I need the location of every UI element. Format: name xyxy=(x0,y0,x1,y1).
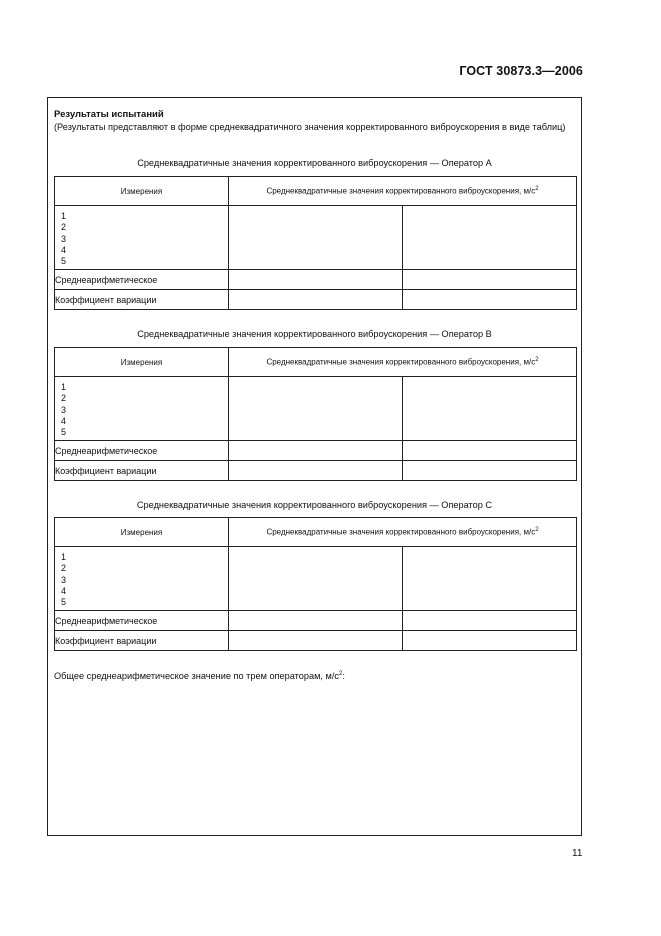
empty-cell xyxy=(229,631,403,651)
variation-label: Коэффициент вариации xyxy=(55,631,229,651)
mean-row xyxy=(55,441,577,461)
variation-row xyxy=(55,631,577,651)
measurement-3: 3 xyxy=(61,233,67,244)
mean-row xyxy=(55,270,577,290)
measurement-3: 3 xyxy=(61,404,67,415)
measurement-3: 3 xyxy=(61,574,67,585)
results-form-frame xyxy=(47,97,582,836)
measurement-1: 1 xyxy=(61,552,67,562)
mean-row xyxy=(55,611,577,631)
results-note: (Результаты представляют в форме среднеквадратичного значения корректированного виброускорения в виде таблиц) xyxy=(54,122,566,132)
mean-label: Среднеарифметическое xyxy=(55,270,229,290)
page-number: 11 xyxy=(572,848,583,859)
empty-cell xyxy=(403,290,577,310)
empty-cell xyxy=(403,631,577,651)
measurement-1: 1 xyxy=(61,382,67,392)
measurement-2: 2 xyxy=(61,563,67,574)
measurement-4: 4 xyxy=(61,415,67,426)
variation-row xyxy=(55,290,577,310)
measurement-1: 1 xyxy=(61,211,67,221)
measurement-5: 5 xyxy=(61,256,67,267)
empty-cell xyxy=(229,206,403,270)
header-measurements: Измерения xyxy=(55,177,229,206)
operator-a-table xyxy=(54,176,577,310)
empty-cell xyxy=(229,547,403,611)
empty-cell xyxy=(229,441,403,461)
empty-cell xyxy=(403,270,577,290)
header-measurements: Измерения xyxy=(55,348,229,377)
variation-label: Коэффициент вариации xyxy=(55,461,229,481)
table-b-caption: Среднеквадратичные значения корректированного виброускорения — Оператор В xyxy=(137,329,492,339)
header-rms-values: Среднеквадратичные значения корректированного виброускорения, $м/с^2$ xyxy=(229,348,577,377)
empty-cell xyxy=(229,270,403,290)
measurement-numbers xyxy=(55,377,229,441)
variation-row xyxy=(55,461,577,481)
empty-cell xyxy=(403,206,577,270)
empty-cell xyxy=(229,461,403,481)
measurement-5: 5 xyxy=(61,597,67,608)
table-a-caption: Среднеквадратичные значения корректированного виброускорения — Оператор А xyxy=(137,158,492,168)
variation-label: Коэффициент вариации xyxy=(55,290,229,310)
empty-cell xyxy=(403,461,577,481)
table-header-row xyxy=(55,348,577,377)
empty-cell xyxy=(229,377,403,441)
empty-cell xyxy=(229,290,403,310)
overall-mean-label: Общее среднеарифметическое значение по трем операторам, $м/с^2$: xyxy=(54,671,345,682)
document-code: ГОСТ 30873.3—2006 xyxy=(459,64,583,78)
table-c-caption: Среднеквадратичные значения корректированного виброускорения — Оператор С xyxy=(136,500,493,510)
results-title: Результаты испытаний xyxy=(54,109,164,120)
measurement-numbers xyxy=(55,206,229,270)
empty-cell xyxy=(403,547,577,611)
empty-cell xyxy=(229,611,403,631)
measurements-row xyxy=(55,377,577,441)
operator-b-table xyxy=(54,347,577,481)
mean-label: Среднеарифметическое xyxy=(55,441,229,461)
header-measurements: Измерения xyxy=(55,518,229,547)
measurement-5: 5 xyxy=(61,427,67,438)
measurements-row xyxy=(55,547,577,611)
measurement-2: 2 xyxy=(61,393,67,404)
operator-c-table xyxy=(54,517,577,651)
empty-cell xyxy=(403,611,577,631)
measurement-4: 4 xyxy=(61,244,67,255)
mean-label: Среднеарифметическое xyxy=(55,611,229,631)
measurement-4: 4 xyxy=(61,585,67,596)
measurements-row xyxy=(55,206,577,270)
header-rms-values: Среднеквадратичные значения корректированного виброускорения, $м/с^2$ xyxy=(229,518,577,547)
measurement-2: 2 xyxy=(61,222,67,233)
table-header-row xyxy=(55,518,577,547)
header-rms-values: Среднеквадратичные значения корректированного виброускорения, $м/с^2$ xyxy=(229,177,577,206)
table-header-row xyxy=(55,177,577,206)
empty-cell xyxy=(403,377,577,441)
measurement-numbers xyxy=(55,547,229,611)
empty-cell xyxy=(403,441,577,461)
